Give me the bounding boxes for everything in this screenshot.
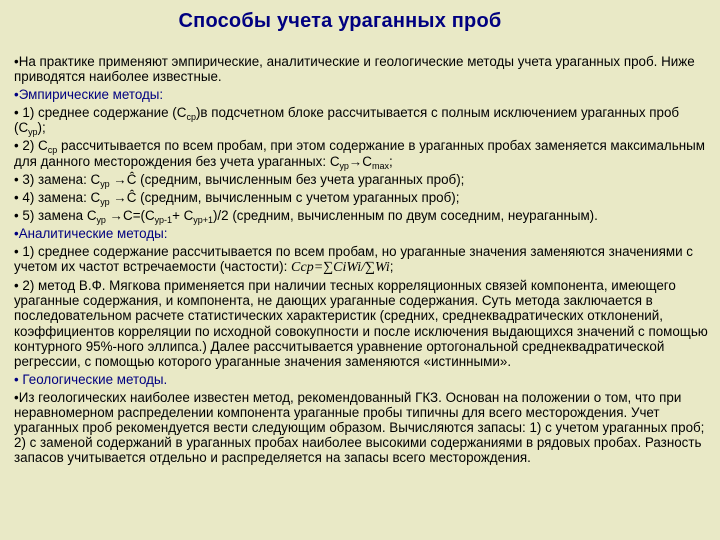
analytical-item-1 [14,244,714,275]
subscript: ур [96,214,106,225]
text-run: рассчитывается по всем пробам, при этом содержание в ураганных пробах заменяется максимальным для данного месторождения без учета ураганных: С [14,138,705,169]
text-run: • 5) замена С [14,207,97,223]
text-run: • 1) среднее содержание (С [14,105,187,121]
mean-formula: Сср=∑СiWi/∑Wi [291,260,390,276]
text-run: ; [388,153,393,169]
empirical-item-2 [14,138,714,171]
subscript: ср [186,112,196,123]
empirical-item-3 [14,172,714,187]
empirical-item-1 [14,105,714,138]
text-run: →С [348,153,372,169]
text-run: • 4) замена: С [14,189,101,205]
subscript: ур [28,127,38,138]
text-run: ); [37,120,46,136]
intro-paragraph: •На практике применяют эмпирические, аналитические и геологические методы учета ураганных проб. Ниже приводятся наиболее известные. [14,54,695,85]
subscript: ур+1 [193,214,213,225]
slide-title: Способы учета ураганных проб [178,10,502,32]
text-run: →Ĉ (средним, вычисленным без учета ураганных проб); [109,171,465,187]
text-run: ; [389,259,394,275]
text-run: + С [172,207,194,223]
text-run: →С=(С [105,207,155,223]
text-run: • 1) среднее содержание рассчитывается по всем пробам, но ураганные значения заменяются значениями с учетом их частот встречаемости (частости): [14,244,693,275]
text-run: • 3) замена: С [14,171,101,187]
analytical-methods-heading: •Аналитические методы: [14,225,168,241]
analytical-item-2: • 2) метод В.Ф. Мягкова применяется при наличии тесных корреляционных связей компонента, имеющего ураганные содержания, и компонента, не дающих ураганные содержания. Суть метода заключается в последовательном расчете статистических характеристик (средних, среднеквадратических отклонений, коэффициентов корреляции по исходной совокупности и после исключения выдающихся значений с помощью контурного 95%-ного эллипса.) Далее рассчитывается уравнение ортогональной среднеквадратической регрессии, с помощью которого ураганные значения заменяются «истинными». [14,278,708,369]
text-run: )/2 (средним, вычисленным по двум соседним, неураганным). [212,207,598,223]
subscript: max [371,160,389,171]
text-run: →Ĉ (средним, вычисленным с учетом ураганных проб); [109,189,460,205]
geological-methods-heading: • Геологические методы. [14,371,168,387]
text-run: )в подсчетном блоке рассчитывается с полным исключением ураганных проб (С [14,105,680,136]
slide-body [14,54,714,468]
empirical-item-4 [14,190,714,205]
empirical-item-5 [14,208,714,223]
subscript: ср [47,145,58,156]
geological-paragraph: •Из геологических наиболее известен метод, рекомендованный ГКЗ. Основан на положении о том, что при неравномерном распределении компонента ураганные пробы типичны для всего месторождения. Учет ураганных проб рекомендуется вести следующим образом. Вычисляются запасы: 1) с учетом ураганных проб; 2) с заменой содержаний в ураганных пробах наиболее высокими содержаниями в рядовых пробах. Разность запасов учитывается отдельно и распределяется на запасы всего месторождения. [14,389,705,466]
subscript: ур-1 [154,214,173,225]
empirical-methods-heading: •Эмпирические методы: [14,87,164,103]
subscript: ур [100,178,110,189]
text-run: • 2) С [14,138,48,154]
subscript: ур [339,160,349,171]
subscript: ур [100,196,110,207]
